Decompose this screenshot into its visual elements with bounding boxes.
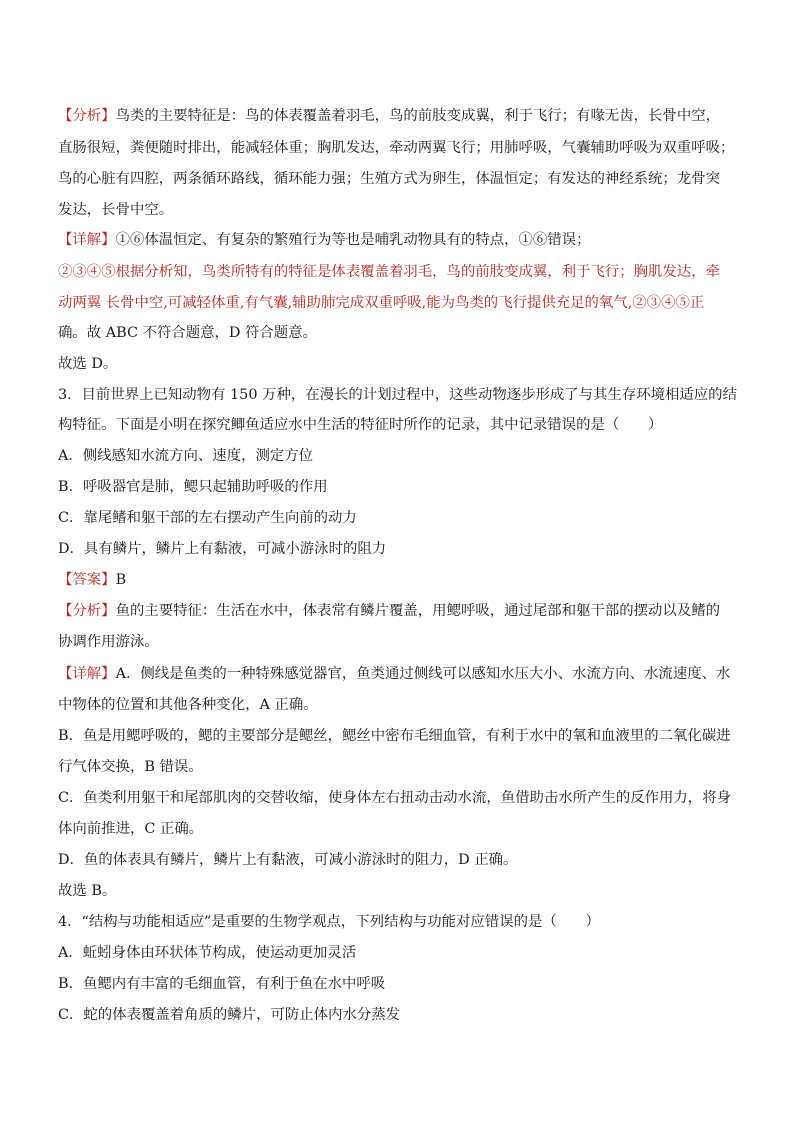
q3-detail-line-7: D．鱼的体表具有鳞片，鳞片上有黏液，可减小游泳时的阻力，D 正确。 (58, 852, 518, 868)
q3-analysis-line-2: 协调作用游泳。 (58, 634, 159, 650)
analysis-line-2: 直肠很短，粪便随时排出，能减轻体重；胸肌发达，牵动两翼飞行；用肺呼吸，气囊辅助呼吸为双重呼吸； (58, 140, 735, 156)
q3-option-b: B．呼吸器官是肺，鳃只起辅助呼吸的作用 (58, 479, 328, 495)
analysis-tag: 【分析】 (58, 603, 116, 619)
q3-option-c: C．靠尾鳍和躯干部的左右摆动产生向前的动力 (58, 510, 357, 526)
q3-analysis-line-1 (58, 601, 748, 621)
q3-detail-line-4: 行气体交换，B 错误。 (58, 759, 203, 775)
q3-stem-line-2: 构特征。下面是小明在探究鲫鱼适应水中生活的特征时所作的记录，其中记录错误的是（ ） (58, 417, 663, 433)
q3-detail-line-2: 中物体的位置和其他各种变化，A 正确。 (58, 697, 318, 713)
q3-detail-line-5: C．鱼类利用躯干和尾部肌肉的交替收缩，使身体左右扭动击动水流，鱼借助击水所产生的反作用力，将身 (58, 790, 731, 806)
q3-stem-line-1: 3．目前世界上已知动物有 150 万种，在漫长的计划过程中，这些动物逐步形成了与其生存环境相适应的结 (58, 387, 737, 403)
q3-answer (58, 570, 748, 590)
q3-conclusion: 故选 B。 (58, 883, 117, 899)
answer-value: B (115, 572, 127, 588)
detail-text: ①⑥体温恒定、有复杂的繁殖行为等也是哺乳动物具有的特点，①⑥错误； (115, 232, 591, 248)
detail-tag: 【详解】 (58, 666, 116, 682)
answer-tag: 【答案】 (58, 572, 116, 588)
detail-red-line-2: 动两翼 长骨中空,可减轻体重,有气囊,辅助肺完成双重呼吸,能为鸟类的飞行提供充足的氧气,②③④⑤正 (58, 295, 705, 311)
q4-option-c: C．蛇的体表覆盖着角质的鳞片，可防止体内水分蒸发 (58, 1007, 400, 1023)
analysis-text: 鸟类的主要特征是：鸟的体表覆盖着羽毛，鸟的前肢变成翼，利于飞行；有喙无齿，长骨中空， (115, 108, 720, 124)
analysis-line-3: 鸟的心脏有四腔，两条循环路线，循环能力强；生殖方式为卵生，体温恒定；有发达的神经系统；龙骨突 (58, 171, 720, 187)
q3-option-a: A．侧线感知水流方向、速度，测定方位 (58, 448, 314, 464)
detail-text: A．侧线是鱼类的一种特殊感觉器官，鱼类通过侧线可以感知水压大小、水流方向、水流速度、水 (115, 666, 731, 682)
q3-detail-line-6: 体向前推进，C 正确。 (58, 821, 204, 837)
q3-detail-line-1 (58, 664, 748, 684)
q4-stem: 4．“结构与功能相适应”是重要的生物学观点，下列结构与功能对应错误的是（ ） (58, 914, 600, 930)
q4-option-b: B．鱼鳃内有丰富的毛细血管，有利于鱼在水中呼吸 (58, 976, 386, 992)
detail-line-1 (58, 230, 748, 250)
q3-option-d: D．具有鳞片，鳞片上有黏液，可减小游泳时的阻力 (58, 541, 387, 557)
analysis-line-4: 发达，长骨中空。 (58, 202, 174, 218)
q3-detail-line-3: B．鱼是用鳃呼吸的，鳃的主要部分是鳃丝，鳃丝中密布毛细血管，有利于水中的氧和血液里的二氧化碳进 (58, 728, 731, 744)
analysis-line-1 (58, 106, 748, 126)
detail-last-line: 确。故 ABC 不符合题意，D 符合题意。 (58, 325, 317, 341)
detail-tag: 【详解】 (58, 232, 116, 248)
analysis-tag: 【分析】 (58, 108, 116, 124)
analysis-text: 鱼的主要特征：生活在水中，体表常有鳞片覆盖，用鳃呼吸，通过尾部和躯干部的摆动以及鳍的 (115, 603, 720, 619)
q4-option-a: A．蚯蚓身体由环状体节构成，使运动更加灵活 (58, 945, 357, 961)
detail-red-line-1: ②③④⑤根据分析知，鸟类所特有的特征是体表覆盖着羽毛，鸟的前肢变成翼，利于飞行；胸肌发达，牵 (58, 264, 720, 280)
conclusion-1: 故选 D。 (58, 356, 118, 372)
